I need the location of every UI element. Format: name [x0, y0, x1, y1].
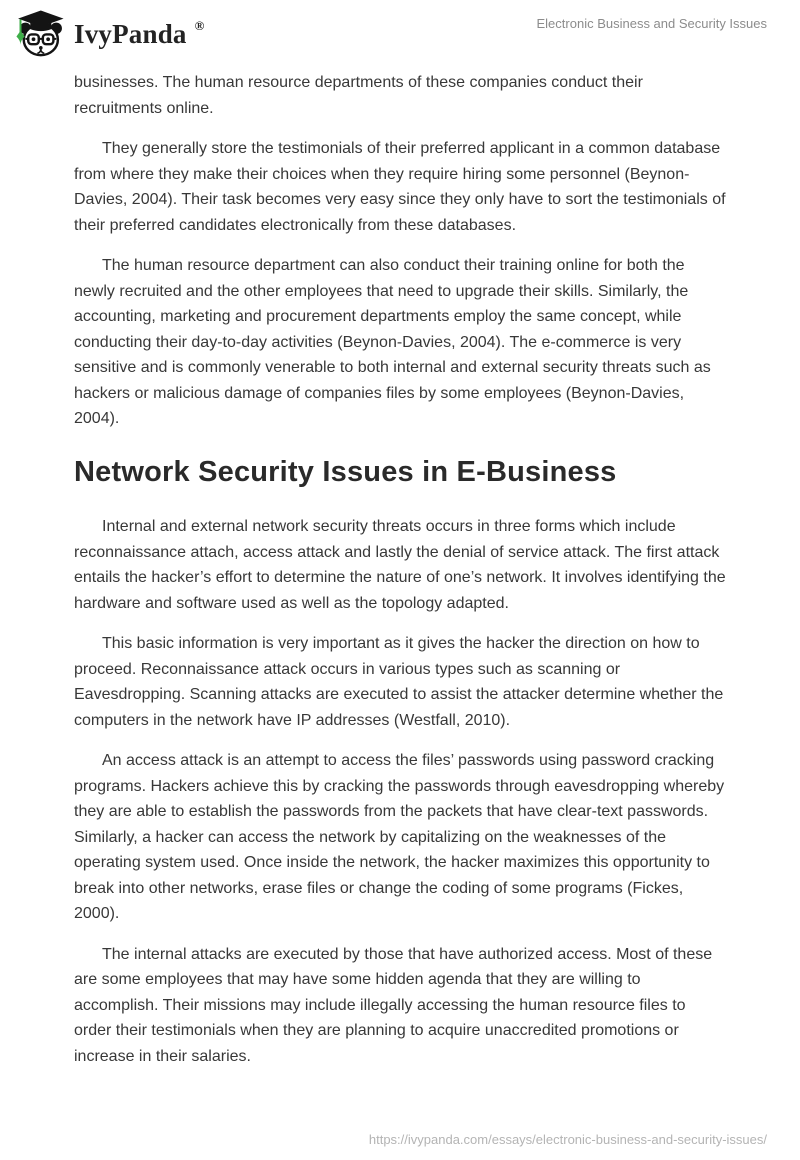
paragraph: businesses. The human resource departments of these companies conduct their recruitments online.	[74, 74, 643, 117]
running-head-title: Electronic Business and Security Issues	[536, 16, 767, 31]
page-header	[0, 0, 800, 58]
paragraph: An access attack is an attempt to access the files’ passwords using password cracking programs. Hackers achieve this by cracking the passwords through eavesdropping whereby they are able to establish the passwords from the packets that have clear-text passwords. Similarly, a hacker can access the network by capitalizing on the weaknesses of the operating system used. Once inside the network, the hacker maximizes this opportunity to break into other networks, erase files or change the coding of some programs (Fickes, 2000).	[74, 752, 725, 923]
section-heading: Network Security Issues in E-Business	[74, 455, 617, 488]
logo-wordmark: IvyPanda	[74, 18, 187, 49]
paragraph: Internal and external network security threats occurs in three forms which include reconnaissance attach, access attack and lastly the denial of service attack. The first attack entails the hacker’s effort to determine the nature of one’s network. It involves identifying the hardware and software used as well as the topology adapted.	[74, 518, 726, 612]
paragraph: The human resource department can also conduct their training online for both the newly recruited and the other employees that need to upgrade their skills. Similarly, the accounting, marketing and procurement departments employ the same concept, while conducting their day-to-day activities (Beynon-Davies, 2004). The e-commerce is very sensitive and is commonly venerable to both internal and external security threats such as hackers or malicious damage of companies files by some employees (Beynon-Davies, 2004).	[74, 257, 711, 427]
paragraph: They generally store the testimonials of their preferred applicant in a common database from where they make their choices when they require hiring some personnel (Beynon-Davies, 2004). Their task becomes very easy since they only have to sort the testimonials of their preferred candidates electronically from these databases.	[74, 140, 726, 234]
panda-graduation-cap-icon	[14, 8, 66, 60]
registered-trademark-symbol: ®	[194, 17, 205, 33]
paragraph: The internal attacks are executed by those that have authorized access. Most of these are some employees that may have some hidden agenda that they are willing to accomplish. Their missions may include illegally accessing the human resource files to order their testimonials when they are planning to acquire unaccredited promotions or increase in their salaries.	[74, 945, 713, 1065]
document-body	[74, 58, 726, 1069]
source-url: https://ivypanda.com/essays/electronic-business-and-security-issues/	[368, 1132, 767, 1147]
page-footer	[369, 1132, 767, 1147]
paragraph: This basic information is very important as it gives the hacker the direction on how to proceed. Reconnaissance attack occurs in various types such as scanning or Eavesdropping. Scanning attacks are executed to assist the attacker determine whether the computers in the network have IP addresses (Westfall, 2010).	[74, 635, 724, 729]
ivypanda-logo	[14, 8, 204, 60]
